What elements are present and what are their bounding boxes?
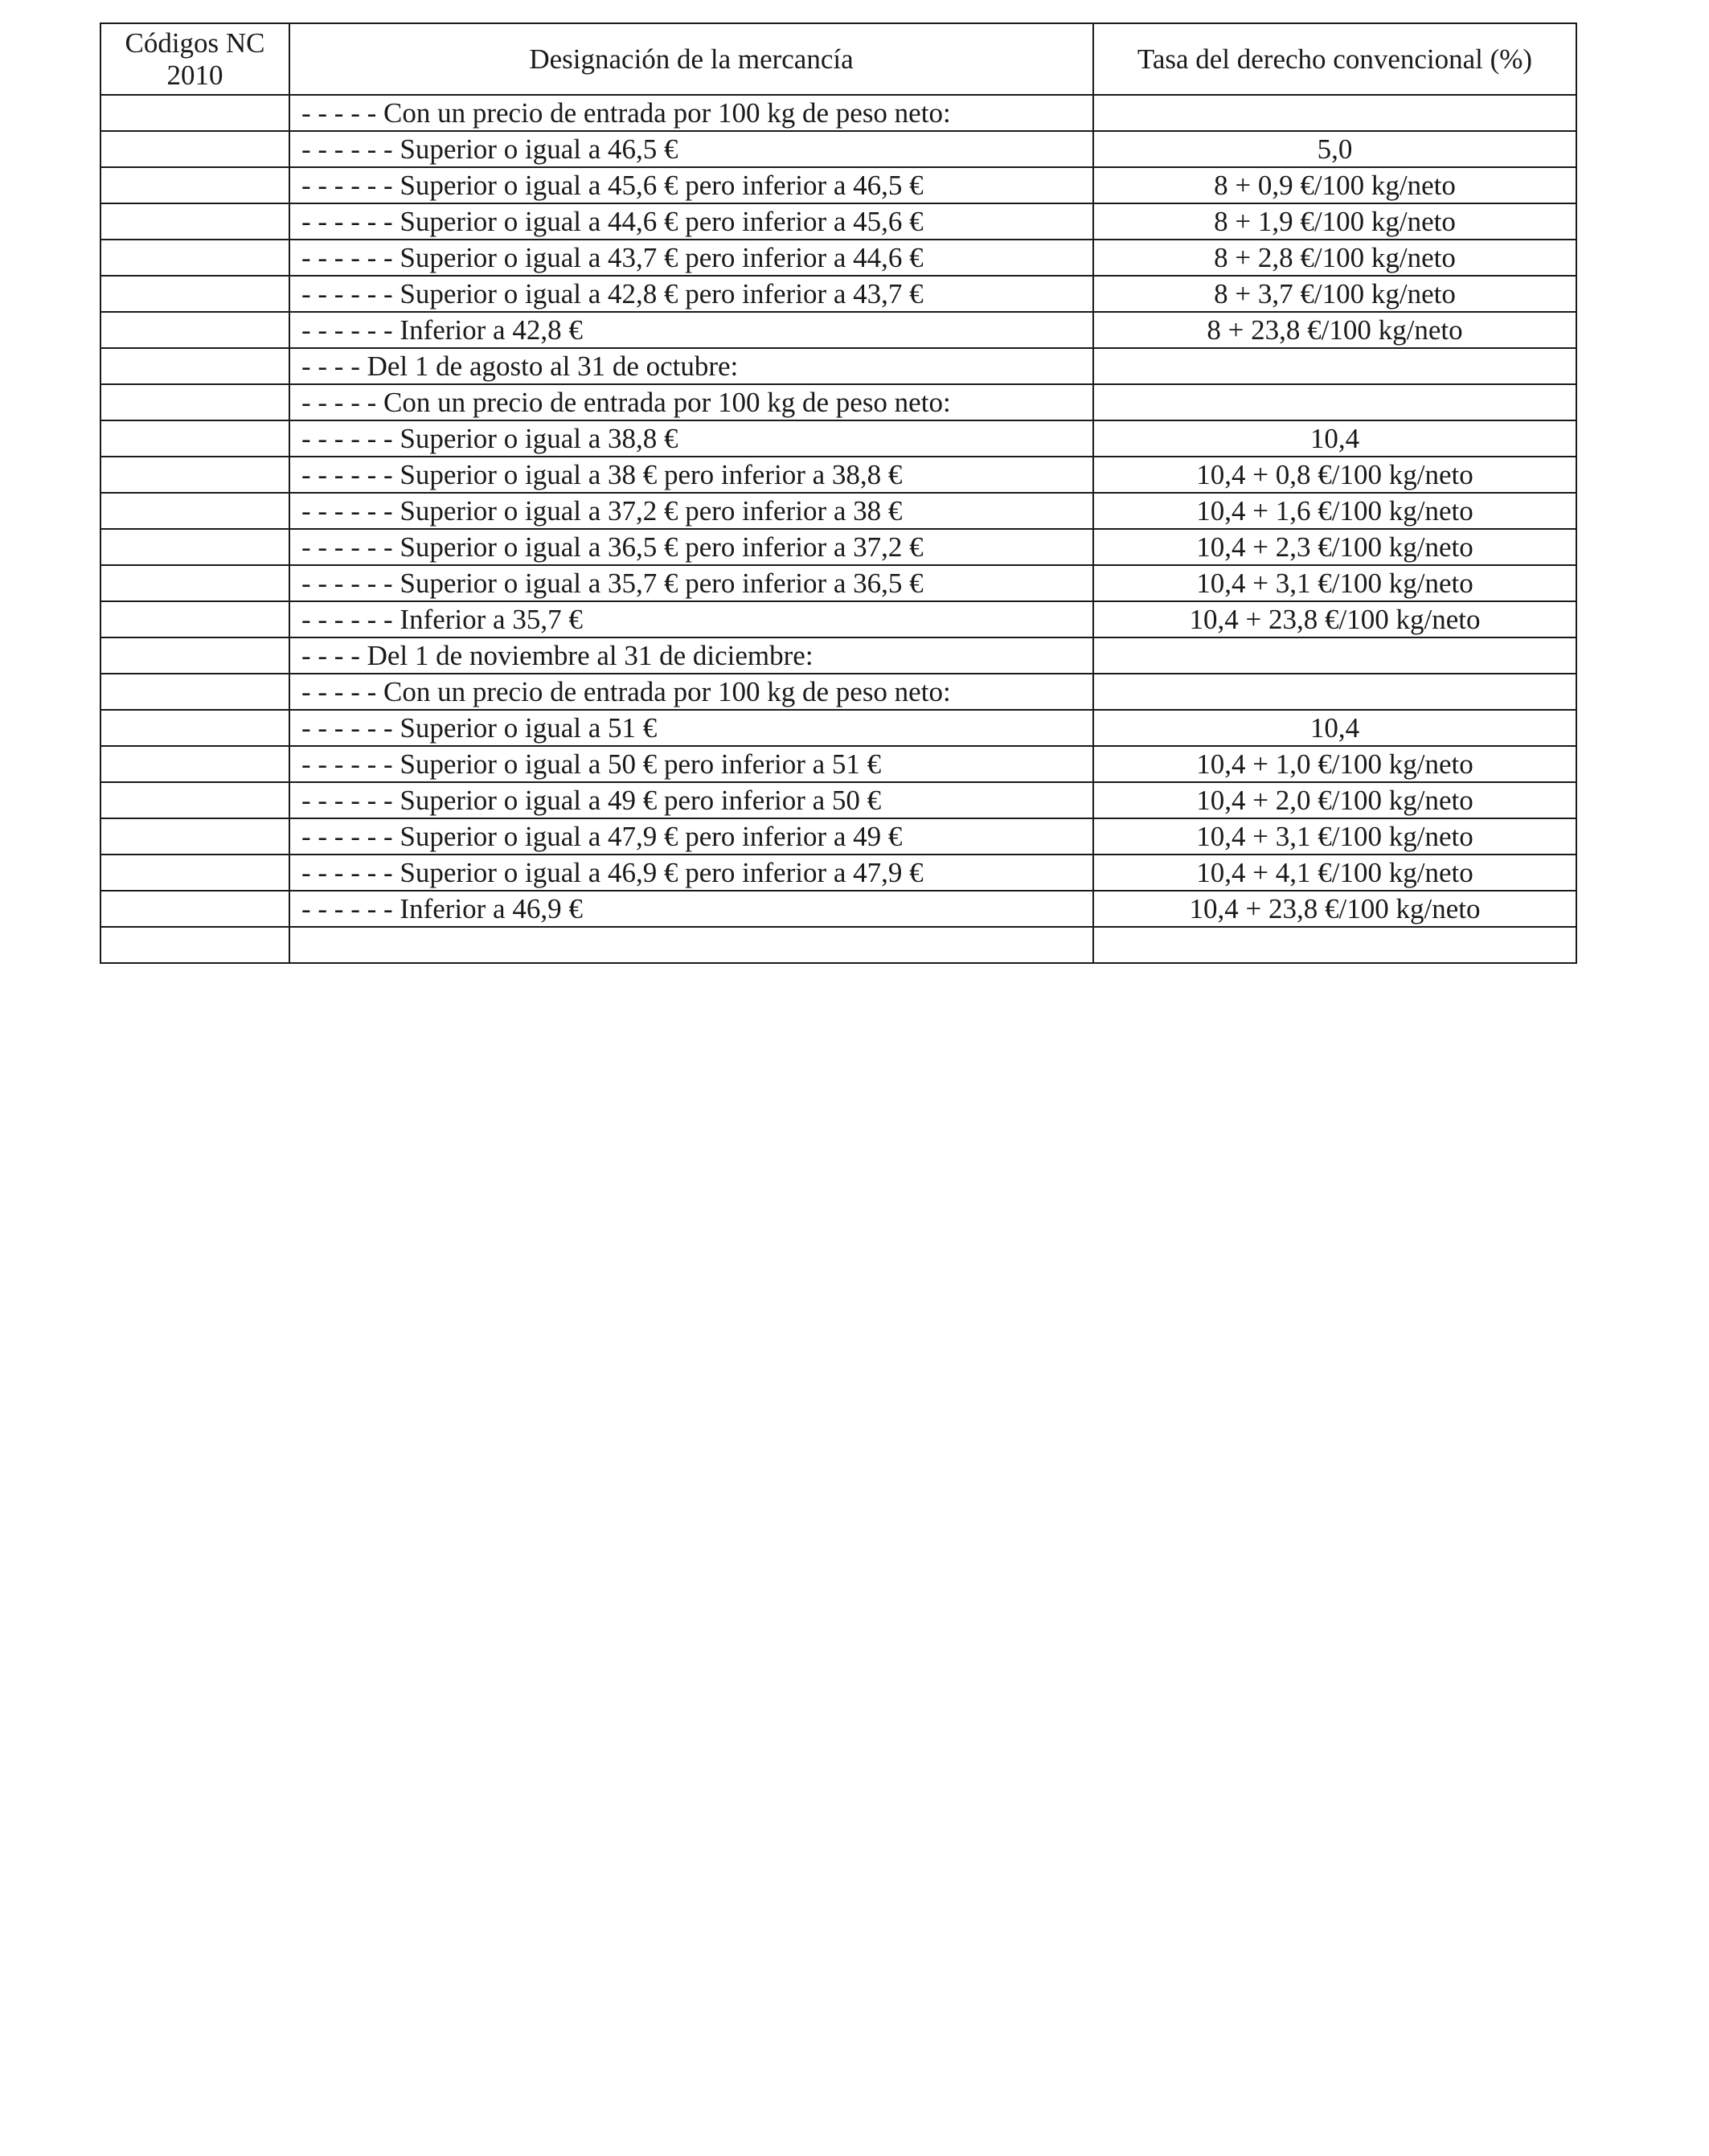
designation-cell: - - - - - - Superior o igual a 46,9 € pero inferior a 47,9 €	[289, 855, 1093, 891]
table-row	[100, 529, 1576, 565]
duty-rate-cell: 8 + 0,9 €/100 kg/neto	[1093, 167, 1576, 203]
cn-code-cell	[100, 240, 289, 276]
duty-rate-cell: 10,4 + 0,8 €/100 kg/neto	[1093, 457, 1576, 493]
designation-cell: - - - - - - Superior o igual a 47,9 € pero inferior a 49 €	[289, 818, 1093, 855]
duty-rate-cell: 5,0	[1093, 131, 1576, 167]
cn-code-cell	[100, 637, 289, 674]
duty-rate-cell: 8 + 1,9 €/100 kg/neto	[1093, 203, 1576, 240]
designation-cell: - - - - - - Superior o igual a 51 €	[289, 710, 1093, 746]
header-duty-rate: Tasa del derecho convencional (%)	[1093, 23, 1576, 95]
designation-cell: - - - - - - Superior o igual a 36,5 € pero inferior a 37,2 €	[289, 529, 1093, 565]
designation-cell: - - - - Del 1 de agosto al 31 de octubre:	[289, 348, 1093, 384]
duty-rate-cell	[1093, 348, 1576, 384]
table-body	[100, 95, 1576, 963]
table-row	[100, 348, 1576, 384]
table-row	[100, 637, 1576, 674]
table-row	[100, 710, 1576, 746]
cn-code-cell	[100, 167, 289, 203]
designation-cell: - - - - - - Superior o igual a 38,8 €	[289, 420, 1093, 457]
table-row	[100, 601, 1576, 637]
designation-cell: - - - - - - Superior o igual a 42,8 € pero inferior a 43,7 €	[289, 276, 1093, 312]
duty-rate-cell: 8 + 23,8 €/100 kg/neto	[1093, 312, 1576, 348]
cn-code-cell	[100, 312, 289, 348]
designation-cell: - - - - - Con un precio de entrada por 100 kg de peso neto:	[289, 384, 1093, 420]
duty-rate-cell: 10,4 + 2,3 €/100 kg/neto	[1093, 529, 1576, 565]
cn-code-cell	[100, 855, 289, 891]
designation-cell: - - - - - - Superior o igual a 35,7 € pero inferior a 36,5 €	[289, 565, 1093, 601]
designation-cell: - - - - - - Superior o igual a 50 € pero inferior a 51 €	[289, 746, 1093, 782]
designation-cell: - - - - Del 1 de noviembre al 31 de diciembre:	[289, 637, 1093, 674]
cn-code-cell	[100, 891, 289, 927]
cn-code-cell	[100, 348, 289, 384]
designation-cell: - - - - - Con un precio de entrada por 100 kg de peso neto:	[289, 95, 1093, 131]
duty-rate-cell: 10,4 + 23,8 €/100 kg/neto	[1093, 601, 1576, 637]
cn-code-cell	[100, 276, 289, 312]
header-designation: Designación de la mercancía	[289, 23, 1093, 95]
designation-cell: - - - - - - Inferior a 35,7 €	[289, 601, 1093, 637]
duty-rate-cell: 10,4 + 3,1 €/100 kg/neto	[1093, 565, 1576, 601]
table-row	[100, 384, 1576, 420]
cn-code-cell	[100, 95, 289, 131]
table-row	[100, 855, 1576, 891]
duty-rate-cell: 8 + 2,8 €/100 kg/neto	[1093, 240, 1576, 276]
cn-code-cell	[100, 565, 289, 601]
duty-rate-cell: 8 + 3,7 €/100 kg/neto	[1093, 276, 1576, 312]
table-header	[100, 23, 1576, 95]
duty-rate-cell: 10,4	[1093, 710, 1576, 746]
table-row	[100, 131, 1576, 167]
duty-rate-cell: 10,4 + 3,1 €/100 kg/neto	[1093, 818, 1576, 855]
table-row	[100, 420, 1576, 457]
cn-code-cell	[100, 131, 289, 167]
cn-code-cell	[100, 782, 289, 818]
designation-cell: - - - - - Con un precio de entrada por 100 kg de peso neto:	[289, 674, 1093, 710]
table-row	[100, 457, 1576, 493]
table-row	[100, 746, 1576, 782]
duty-rate-cell: 10,4 + 23,8 €/100 kg/neto	[1093, 891, 1576, 927]
cn-code-cell	[100, 601, 289, 637]
cn-code-cell	[100, 493, 289, 529]
table-row	[100, 674, 1576, 710]
cn-code-cell	[100, 384, 289, 420]
table-row	[100, 312, 1576, 348]
designation-cell: - - - - - - Superior o igual a 37,2 € pero inferior a 38 €	[289, 493, 1093, 529]
cn-code-cell	[100, 674, 289, 710]
duty-rate-cell: 10,4 + 2,0 €/100 kg/neto	[1093, 782, 1576, 818]
duty-rate-cell	[1093, 927, 1576, 963]
tariff-table	[100, 23, 1577, 964]
designation-cell: - - - - - - Superior o igual a 49 € pero inferior a 50 €	[289, 782, 1093, 818]
table-row	[100, 818, 1576, 855]
designation-cell: - - - - - - Superior o igual a 45,6 € pero inferior a 46,5 €	[289, 167, 1093, 203]
duty-rate-cell	[1093, 95, 1576, 131]
duty-rate-cell: 10,4 + 1,6 €/100 kg/neto	[1093, 493, 1576, 529]
cn-code-cell	[100, 746, 289, 782]
duty-rate-cell	[1093, 384, 1576, 420]
cn-code-cell	[100, 203, 289, 240]
table-row	[100, 203, 1576, 240]
duty-rate-cell	[1093, 674, 1576, 710]
table-row	[100, 240, 1576, 276]
designation-cell: - - - - - - Inferior a 46,9 €	[289, 891, 1093, 927]
table-row	[100, 782, 1576, 818]
duty-rate-cell: 10,4	[1093, 420, 1576, 457]
table-row	[100, 927, 1576, 963]
table-row	[100, 891, 1576, 927]
cn-code-cell	[100, 420, 289, 457]
duty-rate-cell: 10,4 + 1,0 €/100 kg/neto	[1093, 746, 1576, 782]
table-row	[100, 95, 1576, 131]
designation-cell: - - - - - - Superior o igual a 46,5 €	[289, 131, 1093, 167]
cn-code-cell	[100, 927, 289, 963]
cn-code-cell	[100, 818, 289, 855]
cn-code-cell	[100, 710, 289, 746]
header-cn-codes: Códigos NC 2010	[100, 23, 289, 95]
designation-cell: - - - - - - Superior o igual a 43,7 € pero inferior a 44,6 €	[289, 240, 1093, 276]
table-row	[100, 167, 1576, 203]
cn-code-cell	[100, 529, 289, 565]
duty-rate-cell: 10,4 + 4,1 €/100 kg/neto	[1093, 855, 1576, 891]
designation-cell	[289, 927, 1093, 963]
designation-cell: - - - - - - Superior o igual a 44,6 € pero inferior a 45,6 €	[289, 203, 1093, 240]
duty-rate-cell	[1093, 637, 1576, 674]
table-row	[100, 565, 1576, 601]
designation-cell: - - - - - - Superior o igual a 38 € pero inferior a 38,8 €	[289, 457, 1093, 493]
table-row	[100, 493, 1576, 529]
cn-code-cell	[100, 457, 289, 493]
table-row	[100, 276, 1576, 312]
header-row	[100, 23, 1576, 95]
designation-cell: - - - - - - Inferior a 42,8 €	[289, 312, 1093, 348]
